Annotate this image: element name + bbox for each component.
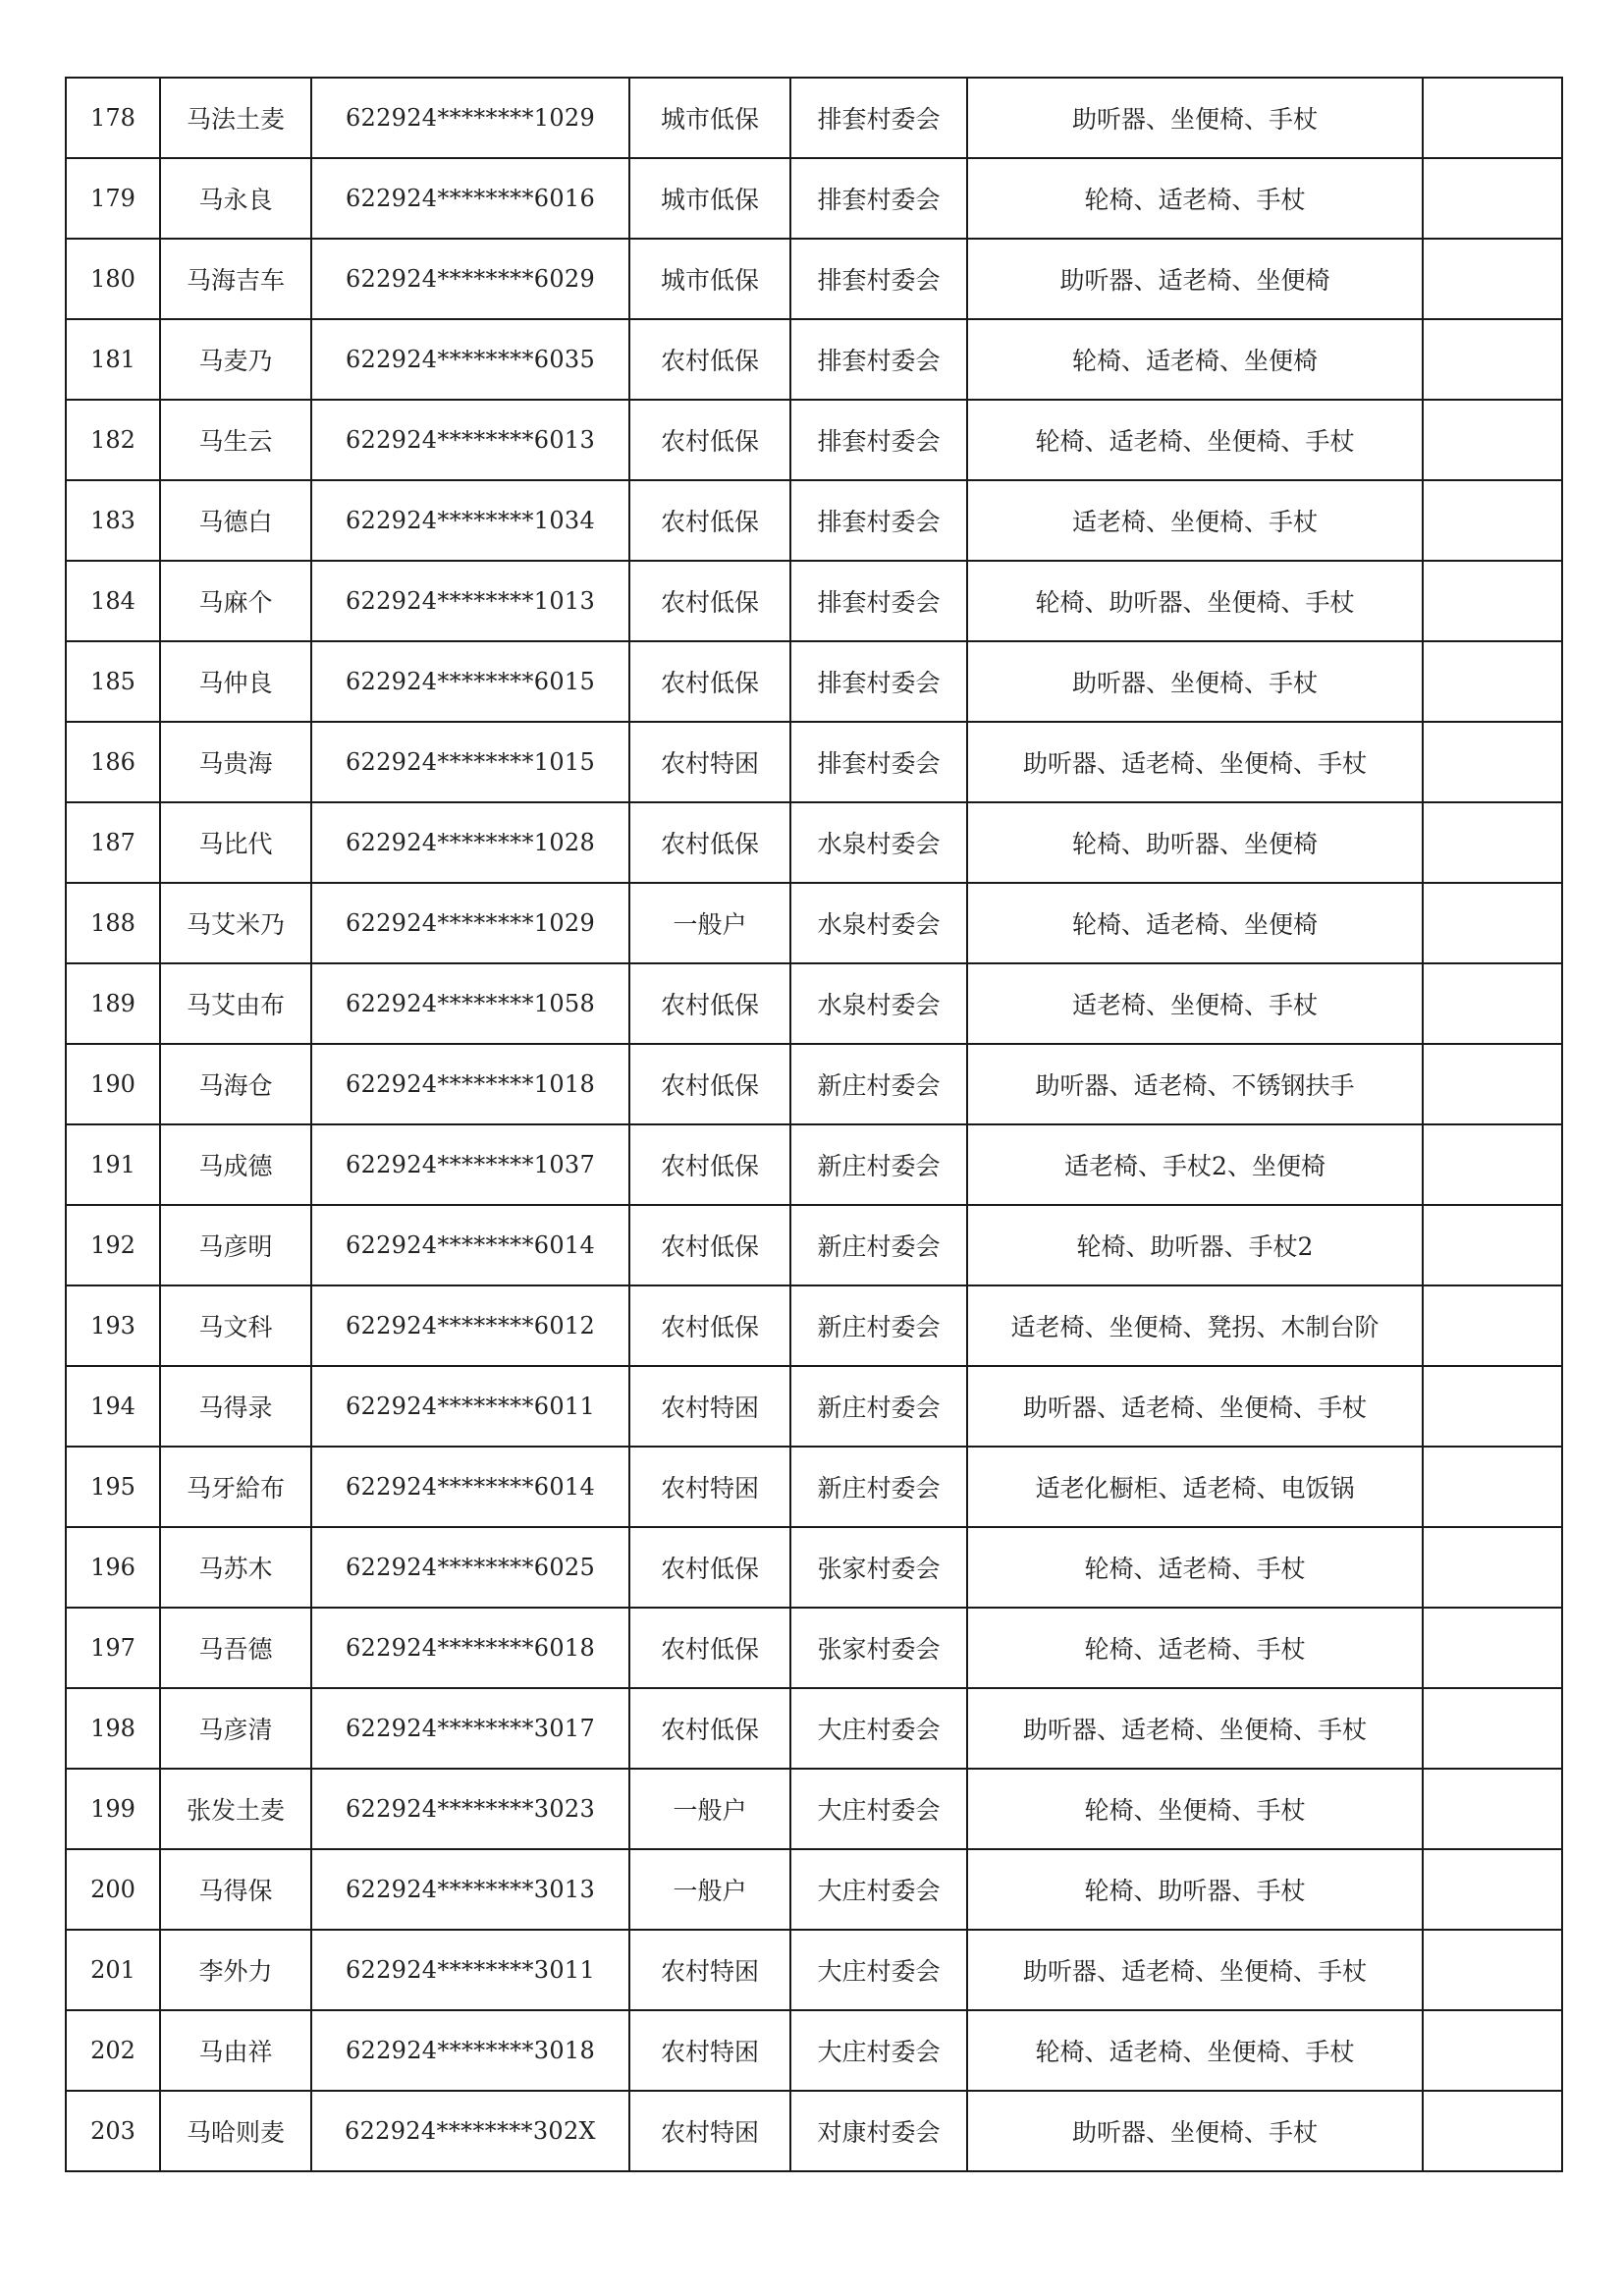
- serial-number-cell: 185: [66, 641, 160, 722]
- household-category-cell: 农村低保: [629, 641, 790, 722]
- remarks-cell: [1423, 1285, 1562, 1366]
- village-committee-cell: 新庄村委会: [790, 1124, 967, 1205]
- assistive-items-cell: 轮椅、适老椅、手杖: [967, 158, 1423, 239]
- name-cell: 马艾米乃: [160, 883, 311, 963]
- assistive-items-cell: 助听器、适老椅、坐便椅、手杖: [967, 1366, 1423, 1447]
- name-cell: 李外力: [160, 1930, 311, 2010]
- assistive-items-cell: 轮椅、适老椅、坐便椅: [967, 319, 1423, 400]
- remarks-cell: [1423, 1044, 1562, 1124]
- id-number-cell: 622924********6035: [311, 319, 629, 400]
- name-cell: 马苏木: [160, 1527, 311, 1608]
- remarks-cell: [1423, 1124, 1562, 1205]
- id-number-cell: 622924********3011: [311, 1930, 629, 2010]
- serial-number-cell: 186: [66, 722, 160, 802]
- household-category-cell: 农村特困: [629, 1366, 790, 1447]
- serial-number-cell: 179: [66, 158, 160, 239]
- household-category-cell: 农村低保: [629, 1527, 790, 1608]
- household-category-cell: 农村低保: [629, 1285, 790, 1366]
- household-category-cell: 一般户: [629, 883, 790, 963]
- assistive-items-cell: 轮椅、适老椅、手杖: [967, 1527, 1423, 1608]
- name-cell: 马艾由布: [160, 963, 311, 1044]
- table-row: [66, 480, 1562, 561]
- id-number-cell: 622924********1029: [311, 78, 629, 158]
- household-category-cell: 城市低保: [629, 158, 790, 239]
- name-cell: 马比代: [160, 802, 311, 883]
- table-row: [66, 319, 1562, 400]
- name-cell: 马牙給布: [160, 1447, 311, 1527]
- serial-number-cell: 198: [66, 1688, 160, 1769]
- id-number-cell: 622924********6011: [311, 1366, 629, 1447]
- serial-number-cell: 200: [66, 1849, 160, 1930]
- assistive-items-cell: 助听器、坐便椅、手杖: [967, 78, 1423, 158]
- id-number-cell: 622924********6018: [311, 1608, 629, 1688]
- id-number-cell: 622924********6014: [311, 1447, 629, 1527]
- village-committee-cell: 水泉村委会: [790, 963, 967, 1044]
- id-number-cell: 622924********3013: [311, 1849, 629, 1930]
- id-number-cell: 622924********1034: [311, 480, 629, 561]
- serial-number-cell: 193: [66, 1285, 160, 1366]
- household-category-cell: 农村低保: [629, 561, 790, 641]
- household-category-cell: 农村特困: [629, 1930, 790, 2010]
- id-number-cell: 622924********3018: [311, 2010, 629, 2091]
- assistive-items-cell: 轮椅、适老椅、坐便椅、手杖: [967, 2010, 1423, 2091]
- assistive-items-cell: 适老椅、手杖2、坐便椅: [967, 1124, 1423, 1205]
- assistive-items-cell: 助听器、适老椅、坐便椅、手杖: [967, 722, 1423, 802]
- name-cell: 马彦明: [160, 1205, 311, 1285]
- name-cell: 马文科: [160, 1285, 311, 1366]
- remarks-cell: [1423, 2010, 1562, 2091]
- name-cell: 马永良: [160, 158, 311, 239]
- remarks-cell: [1423, 802, 1562, 883]
- remarks-cell: [1423, 963, 1562, 1044]
- table-row: [66, 1285, 1562, 1366]
- name-cell: 马彦清: [160, 1688, 311, 1769]
- table-row: [66, 1930, 1562, 2010]
- household-category-cell: 城市低保: [629, 239, 790, 319]
- name-cell: 马德白: [160, 480, 311, 561]
- village-committee-cell: 张家村委会: [790, 1608, 967, 1688]
- serial-number-cell: 197: [66, 1608, 160, 1688]
- assistive-items-cell: 轮椅、适老椅、坐便椅、手杖: [967, 400, 1423, 480]
- assistive-items-cell: 轮椅、助听器、手杖: [967, 1849, 1423, 1930]
- assistive-items-cell: 助听器、适老椅、坐便椅、手杖: [967, 1930, 1423, 2010]
- assistive-items-cell: 轮椅、助听器、坐便椅: [967, 802, 1423, 883]
- household-category-cell: 农村低保: [629, 1688, 790, 1769]
- serial-number-cell: 188: [66, 883, 160, 963]
- id-number-cell: 622924********6013: [311, 400, 629, 480]
- serial-number-cell: 195: [66, 1447, 160, 1527]
- table-row: [66, 641, 1562, 722]
- table-row: [66, 1688, 1562, 1769]
- name-cell: 马麻个: [160, 561, 311, 641]
- remarks-cell: [1423, 1688, 1562, 1769]
- table-row: [66, 239, 1562, 319]
- assistive-items-cell: 轮椅、适老椅、手杖: [967, 1608, 1423, 1688]
- table-row: [66, 1366, 1562, 1447]
- serial-number-cell: 199: [66, 1769, 160, 1849]
- village-committee-cell: 排套村委会: [790, 400, 967, 480]
- name-cell: 马海吉车: [160, 239, 311, 319]
- name-cell: 马贵海: [160, 722, 311, 802]
- remarks-cell: [1423, 1366, 1562, 1447]
- table-row: [66, 158, 1562, 239]
- remarks-cell: [1423, 400, 1562, 480]
- assistive-items-cell: 助听器、适老椅、不锈钢扶手: [967, 1044, 1423, 1124]
- id-number-cell: 622924********6029: [311, 239, 629, 319]
- household-category-cell: 农村特困: [629, 2010, 790, 2091]
- serial-number-cell: 194: [66, 1366, 160, 1447]
- village-committee-cell: 新庄村委会: [790, 1447, 967, 1527]
- household-category-cell: 农村低保: [629, 1124, 790, 1205]
- household-category-cell: 农村低保: [629, 1044, 790, 1124]
- name-cell: 马吾德: [160, 1608, 311, 1688]
- assistive-items-cell: 适老化橱柜、适老椅、电饭锅: [967, 1447, 1423, 1527]
- serial-number-cell: 203: [66, 2091, 160, 2171]
- village-committee-cell: 大庄村委会: [790, 1849, 967, 1930]
- assistive-items-cell: 适老椅、坐便椅、手杖: [967, 480, 1423, 561]
- id-number-cell: 622924********1015: [311, 722, 629, 802]
- remarks-cell: [1423, 1849, 1562, 1930]
- household-category-cell: 农村低保: [629, 319, 790, 400]
- remarks-cell: [1423, 1527, 1562, 1608]
- household-category-cell: 一般户: [629, 1769, 790, 1849]
- serial-number-cell: 192: [66, 1205, 160, 1285]
- household-category-cell: 农村低保: [629, 1205, 790, 1285]
- id-number-cell: 622924********6025: [311, 1527, 629, 1608]
- remarks-cell: [1423, 319, 1562, 400]
- name-cell: 马得保: [160, 1849, 311, 1930]
- table-row: [66, 400, 1562, 480]
- id-number-cell: 622924********3017: [311, 1688, 629, 1769]
- assistive-items-cell: 助听器、坐便椅、手杖: [967, 641, 1423, 722]
- id-number-cell: 622924********6016: [311, 158, 629, 239]
- village-committee-cell: 大庄村委会: [790, 1769, 967, 1849]
- table-row: [66, 561, 1562, 641]
- village-committee-cell: 大庄村委会: [790, 1930, 967, 2010]
- name-cell: 张发土麦: [160, 1769, 311, 1849]
- village-committee-cell: 排套村委会: [790, 480, 967, 561]
- household-category-cell: 城市低保: [629, 78, 790, 158]
- serial-number-cell: 187: [66, 802, 160, 883]
- remarks-cell: [1423, 1930, 1562, 2010]
- serial-number-cell: 190: [66, 1044, 160, 1124]
- id-number-cell: 622924********3023: [311, 1769, 629, 1849]
- id-number-cell: 622924********1013: [311, 561, 629, 641]
- name-cell: 马哈则麦: [160, 2091, 311, 2171]
- id-number-cell: 622924********6012: [311, 1285, 629, 1366]
- serial-number-cell: 201: [66, 1930, 160, 2010]
- name-cell: 马得录: [160, 1366, 311, 1447]
- table-row: [66, 2091, 1562, 2171]
- table-row: [66, 78, 1562, 158]
- id-number-cell: 622924********6015: [311, 641, 629, 722]
- village-committee-cell: 新庄村委会: [790, 1044, 967, 1124]
- village-committee-cell: 大庄村委会: [790, 1688, 967, 1769]
- serial-number-cell: 181: [66, 319, 160, 400]
- village-committee-cell: 排套村委会: [790, 641, 967, 722]
- household-category-cell: 农村特困: [629, 722, 790, 802]
- remarks-cell: [1423, 480, 1562, 561]
- village-committee-cell: 排套村委会: [790, 78, 967, 158]
- id-number-cell: 622924********1028: [311, 802, 629, 883]
- table-row: [66, 1769, 1562, 1849]
- table-row: [66, 2010, 1562, 2091]
- assistive-items-cell: 轮椅、助听器、手杖2: [967, 1205, 1423, 1285]
- remarks-cell: [1423, 561, 1562, 641]
- remarks-cell: [1423, 1205, 1562, 1285]
- name-cell: 马成德: [160, 1124, 311, 1205]
- name-cell: 马由祥: [160, 2010, 311, 2091]
- village-committee-cell: 新庄村委会: [790, 1285, 967, 1366]
- remarks-cell: [1423, 158, 1562, 239]
- table-row: [66, 1124, 1562, 1205]
- household-category-cell: 农村特困: [629, 2091, 790, 2171]
- serial-number-cell: 178: [66, 78, 160, 158]
- remarks-cell: [1423, 722, 1562, 802]
- name-cell: 马海仓: [160, 1044, 311, 1124]
- remarks-cell: [1423, 78, 1562, 158]
- table-body: [66, 78, 1562, 2171]
- id-number-cell: 622924********6014: [311, 1205, 629, 1285]
- village-committee-cell: 对康村委会: [790, 2091, 967, 2171]
- village-committee-cell: 排套村委会: [790, 239, 967, 319]
- table-row: [66, 1527, 1562, 1608]
- village-committee-cell: 新庄村委会: [790, 1205, 967, 1285]
- serial-number-cell: 180: [66, 239, 160, 319]
- household-category-cell: 农村低保: [629, 963, 790, 1044]
- serial-number-cell: 183: [66, 480, 160, 561]
- village-committee-cell: 张家村委会: [790, 1527, 967, 1608]
- id-number-cell: 622924********1058: [311, 963, 629, 1044]
- assistive-items-cell: 适老椅、坐便椅、凳拐、木制台阶: [967, 1285, 1423, 1366]
- village-committee-cell: 排套村委会: [790, 561, 967, 641]
- household-category-cell: 农村特困: [629, 1447, 790, 1527]
- table-row: [66, 963, 1562, 1044]
- table-row: [66, 722, 1562, 802]
- remarks-cell: [1423, 883, 1562, 963]
- remarks-cell: [1423, 1608, 1562, 1688]
- assistive-items-cell: 助听器、坐便椅、手杖: [967, 2091, 1423, 2171]
- assistive-items-cell: 助听器、适老椅、坐便椅: [967, 239, 1423, 319]
- table-row: [66, 1044, 1562, 1124]
- table-row: [66, 1447, 1562, 1527]
- village-committee-cell: 排套村委会: [790, 319, 967, 400]
- table-row: [66, 1205, 1562, 1285]
- serial-number-cell: 189: [66, 963, 160, 1044]
- name-cell: 马法土麦: [160, 78, 311, 158]
- serial-number-cell: 202: [66, 2010, 160, 2091]
- village-committee-cell: 水泉村委会: [790, 802, 967, 883]
- remarks-cell: [1423, 2091, 1562, 2171]
- id-number-cell: 622924********1037: [311, 1124, 629, 1205]
- serial-number-cell: 184: [66, 561, 160, 641]
- village-committee-cell: 新庄村委会: [790, 1366, 967, 1447]
- assistive-items-cell: 适老椅、坐便椅、手杖: [967, 963, 1423, 1044]
- beneficiary-table: [65, 77, 1563, 2172]
- household-category-cell: 农村低保: [629, 400, 790, 480]
- table-row: [66, 1608, 1562, 1688]
- assistive-items-cell: 轮椅、适老椅、坐便椅: [967, 883, 1423, 963]
- household-category-cell: 农村低保: [629, 802, 790, 883]
- name-cell: 马麦乃: [160, 319, 311, 400]
- assistive-items-cell: 轮椅、坐便椅、手杖: [967, 1769, 1423, 1849]
- village-committee-cell: 水泉村委会: [790, 883, 967, 963]
- name-cell: 马生云: [160, 400, 311, 480]
- table-row: [66, 1849, 1562, 1930]
- remarks-cell: [1423, 239, 1562, 319]
- village-committee-cell: 大庄村委会: [790, 2010, 967, 2091]
- id-number-cell: 622924********1018: [311, 1044, 629, 1124]
- assistive-items-cell: 轮椅、助听器、坐便椅、手杖: [967, 561, 1423, 641]
- table-row: [66, 883, 1562, 963]
- serial-number-cell: 182: [66, 400, 160, 480]
- name-cell: 马仲良: [160, 641, 311, 722]
- household-category-cell: 农村低保: [629, 480, 790, 561]
- serial-number-cell: 196: [66, 1527, 160, 1608]
- household-category-cell: 一般户: [629, 1849, 790, 1930]
- remarks-cell: [1423, 1769, 1562, 1849]
- village-committee-cell: 排套村委会: [790, 722, 967, 802]
- serial-number-cell: 191: [66, 1124, 160, 1205]
- remarks-cell: [1423, 1447, 1562, 1527]
- id-number-cell: 622924********1029: [311, 883, 629, 963]
- id-number-cell: 622924********302X: [311, 2091, 629, 2171]
- village-committee-cell: 排套村委会: [790, 158, 967, 239]
- table-row: [66, 802, 1562, 883]
- household-category-cell: 农村低保: [629, 1608, 790, 1688]
- assistive-items-cell: 助听器、适老椅、坐便椅、手杖: [967, 1688, 1423, 1769]
- remarks-cell: [1423, 641, 1562, 722]
